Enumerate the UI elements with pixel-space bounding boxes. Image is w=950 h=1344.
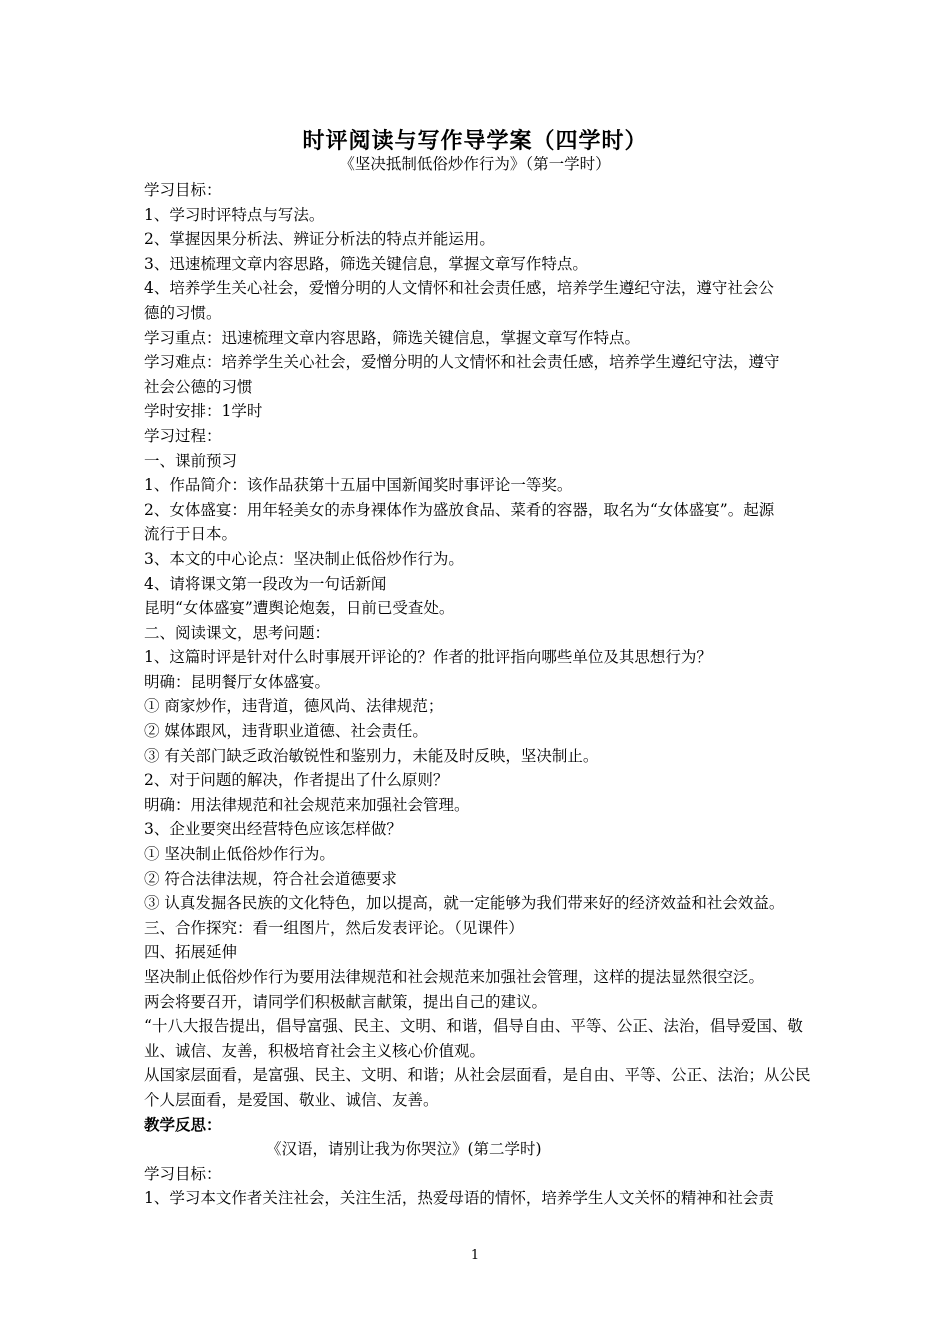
body-line: ① 坚决制止低俗炒作行为。	[144, 845, 335, 864]
body-line: 一、课前预习	[144, 451, 238, 470]
lesson-two-goal-label: 学习目标：	[144, 1164, 222, 1183]
document-body	[144, 178, 824, 1211]
body-line: 德的习惯。	[144, 303, 222, 322]
body-line: 学习难点：培养学生关心社会，爱憎分明的人文情怀和社会责任感，培养学生遵纪守法，遵守	[144, 353, 780, 372]
body-line: 两会将要召开，请同学们积极献言献策，提出自己的建议。	[144, 992, 548, 1011]
body-line: 3、企业要突出经营特色应该怎样做？	[144, 820, 402, 839]
body-line: 二、阅读课文，思考问题：	[144, 623, 331, 642]
body-line: 四、拓展延伸	[144, 943, 238, 962]
body-line: 学习重点：迅速梳理文章内容思路，筛选关键信息，掌握文章写作特点。	[144, 328, 641, 347]
body-line: 学习过程：	[144, 426, 222, 445]
body-line: ① 商家炒作，违背道，德风尚、法律规范；	[144, 697, 444, 716]
body-line: 1、作品简介：该作品获第十五届中国新闻奖时事评论一等奖。	[144, 476, 573, 495]
lesson-two-goal-1: 1、学习本文作者关注社会，关注生活，热爱母语的情怀，培养学生人文关怀的精神和社会责	[144, 1189, 774, 1208]
body-line: 2、对于问题的解决，作者提出了什么原则？	[144, 771, 449, 790]
body-line: 1、这篇时评是针对什么时事展开评论的？作者的批评指向哪些单位及其思想行为？	[144, 648, 712, 667]
body-line: ② 媒体跟风，违背职业道德、社会责任。	[144, 722, 428, 741]
page-number: 1	[470, 1248, 480, 1263]
body-line: 1、学习时评特点与写法。	[144, 205, 325, 224]
body-line: 从国家层面看，是富强、民主、文明、和谐；从社会层面看，是自由、平等、公正、法治；从公民	[144, 1066, 811, 1085]
body-line: 2、女体盛宴：用年轻美女的赤身裸体作为盛放食品、菜肴的容器，取名为“女体盛宴”。起源	[144, 500, 775, 519]
body-line: 3、迅速梳理文章内容思路，筛选关键信息，掌握文章写作特点。	[144, 254, 588, 273]
body-line: 4、培养学生关心社会，爱憎分明的人文情怀和社会责任感，培养学生遵纪守法，遵守社会公	[144, 279, 774, 298]
body-line: ③ 认真发掘各民族的文化特色，加以提高，就一定能够为我们带来好的经济效益和社会效益。	[144, 894, 785, 913]
body-line: ③ 有关部门缺乏政治敏锐性和鉴别力，未能及时反映，坚决制止。	[144, 746, 599, 765]
body-line: 个人层面看，是爱国、敬业、诚信、友善。	[144, 1090, 439, 1109]
body-line: 流行于日本。	[144, 525, 238, 544]
lesson-two-title: 《汉语，请别让我为你哭泣》(第二学时)	[266, 1140, 542, 1159]
body-line: 4、请将课文第一段改为一句话新闻	[144, 574, 387, 593]
body-line: 昆明“女体盛宴”遭舆论炮轰，日前已受查处。	[144, 599, 455, 618]
body-line: 2、掌握因果分析法、辨证分析法的特点并能运用。	[144, 230, 495, 249]
body-line: 明确：昆明餐厅女体盛宴。	[144, 672, 331, 691]
reflection-heading: 教学反思：	[144, 1115, 222, 1134]
lesson-one-subtitle: 《坚决抵制低俗炒作行为》（第一学时）	[339, 155, 611, 173]
body-line: 坚决制止低俗炒作行为要用法律规范和社会规范来加强社会管理，这样的提法显然很空泛。	[144, 968, 765, 986]
body-line: 3、本文的中心论点：坚决制止低俗炒作行为。	[144, 549, 464, 568]
body-line: 学时安排：1学时	[144, 402, 263, 421]
body-line: 三、合作探究：看一组图片，然后发表评论。（见课件）	[144, 918, 524, 937]
document-title: 时评阅读与写作导学案（四学时）	[302, 129, 648, 154]
body-line: 业、诚信、友善，积极培育社会主义核心价值观。	[144, 1041, 486, 1060]
body-line: “十八大报告提出，倡导富强、民主、文明、和谐，倡导自由、平等、公正、法治，倡导爱国、敬	[144, 1017, 803, 1036]
body-line: 学习目标：	[144, 181, 222, 199]
body-line: 社会公德的习惯	[144, 377, 253, 396]
body-line: ② 符合法律法规，符合社会道德要求	[144, 869, 397, 888]
body-line: 明确：用法律规范和社会规范来加强社会管理。	[144, 795, 470, 814]
